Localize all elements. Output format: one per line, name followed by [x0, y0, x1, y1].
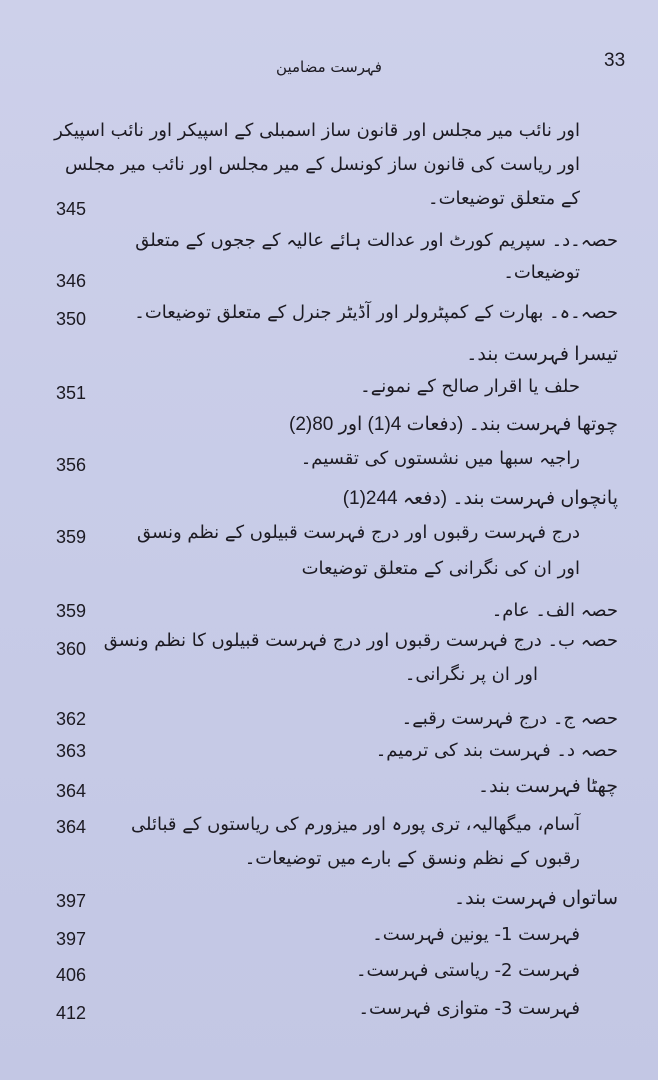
toc-line: درج فہرست رقبوں اور درج فہرست قبیلوں کے نظم ونسق: [136, 522, 580, 543]
toc-line: فہرست 1- یونین فہرست۔: [372, 924, 580, 945]
toc-section-heading: تیسرا فہرست بند۔: [466, 344, 618, 365]
toc-page-number: 360: [56, 639, 87, 659]
toc-page-number: 412: [56, 1003, 87, 1023]
toc-line: راجیہ سبھا میں نشستوں کی تقسیم۔: [300, 448, 580, 469]
toc-page-number: 406: [56, 965, 87, 985]
toc-page-number: 359: [56, 601, 87, 621]
toc-line: حصہ الف۔ عام۔: [491, 600, 618, 621]
toc-line: اور ان پر نگرانی۔: [404, 664, 538, 685]
toc-section-heading: پانچواں فہرست بند۔ (دفعہ 244(1): [342, 488, 618, 509]
page-title: فہرست مضامین: [276, 58, 382, 76]
page-number: 33: [604, 50, 626, 71]
toc-page-number: 363: [56, 741, 87, 761]
toc-page-number: 346: [56, 271, 87, 291]
toc-line: فہرست 2- ریاستی فہرست۔: [355, 960, 580, 981]
toc-page-number: 350: [56, 309, 87, 329]
toc-section-heading: چھٹا فہرست بند۔: [478, 776, 618, 797]
toc-line: حلف یا اقرار صالح کے نمونے۔: [360, 376, 580, 397]
toc-page-number: 397: [56, 891, 87, 911]
toc-page-number: 345: [56, 199, 87, 219]
toc-page-number: 397: [56, 929, 87, 949]
toc-page-number: 362: [56, 709, 87, 729]
toc-page-number: 359: [56, 527, 87, 547]
toc-section-heading: چوتھا فہرست بند۔ (دفعات 4(1) اور 80(2): [288, 414, 618, 435]
toc-line: حصہ۔ہ۔ بھارت کے کمپٹرولر اور آڈیٹر جنرل کے متعلق توضیعات۔: [134, 302, 618, 323]
toc-line: کے متعلق توضیعات۔: [428, 188, 580, 209]
toc-line: حصہ ج۔ درج فہرست رقبے۔: [401, 708, 618, 729]
toc-line: اور ان کی نگرانی کے متعلق توضیعات: [301, 558, 580, 579]
toc-line: توضیعات۔: [503, 262, 580, 283]
toc-line: آسام، میگھالیہ، تری پورہ اور میزورم کی ریاستوں کے قبائلی: [131, 814, 580, 835]
toc-page-number: 364: [56, 817, 87, 837]
toc-line: حصہ د۔ فہرست بند کی ترمیم۔: [375, 740, 618, 761]
toc-page-number: 364: [56, 781, 87, 801]
toc-line: اور نائب میر مجلس اور قانون ساز اسمبلی کے اسپیکر اور نائب اسپیکر: [54, 120, 580, 141]
toc-line: حصہ ب۔ درج فہرست رقبوں اور درج فہرست قبیلوں کا نظم ونسق: [103, 630, 618, 651]
toc-line: فہرست 3- متوازی فہرست۔: [358, 998, 580, 1019]
toc-section-heading: ساتواں فہرست بند۔: [453, 888, 618, 909]
toc-line: حصہ۔د۔ سپریم کورٹ اور عدالت ہائے عالیہ کے ججوں کے متعلق: [135, 230, 618, 251]
toc-line: رقبوں کے نظم ونسق کے بارے میں توضیعات۔: [244, 848, 580, 869]
toc-line: اور ریاست کی قانون ساز کونسل کے میر مجلس اور نائب میر مجلس: [64, 154, 580, 175]
toc-page-number: 351: [56, 383, 87, 403]
toc-page-number: 356: [56, 455, 87, 475]
